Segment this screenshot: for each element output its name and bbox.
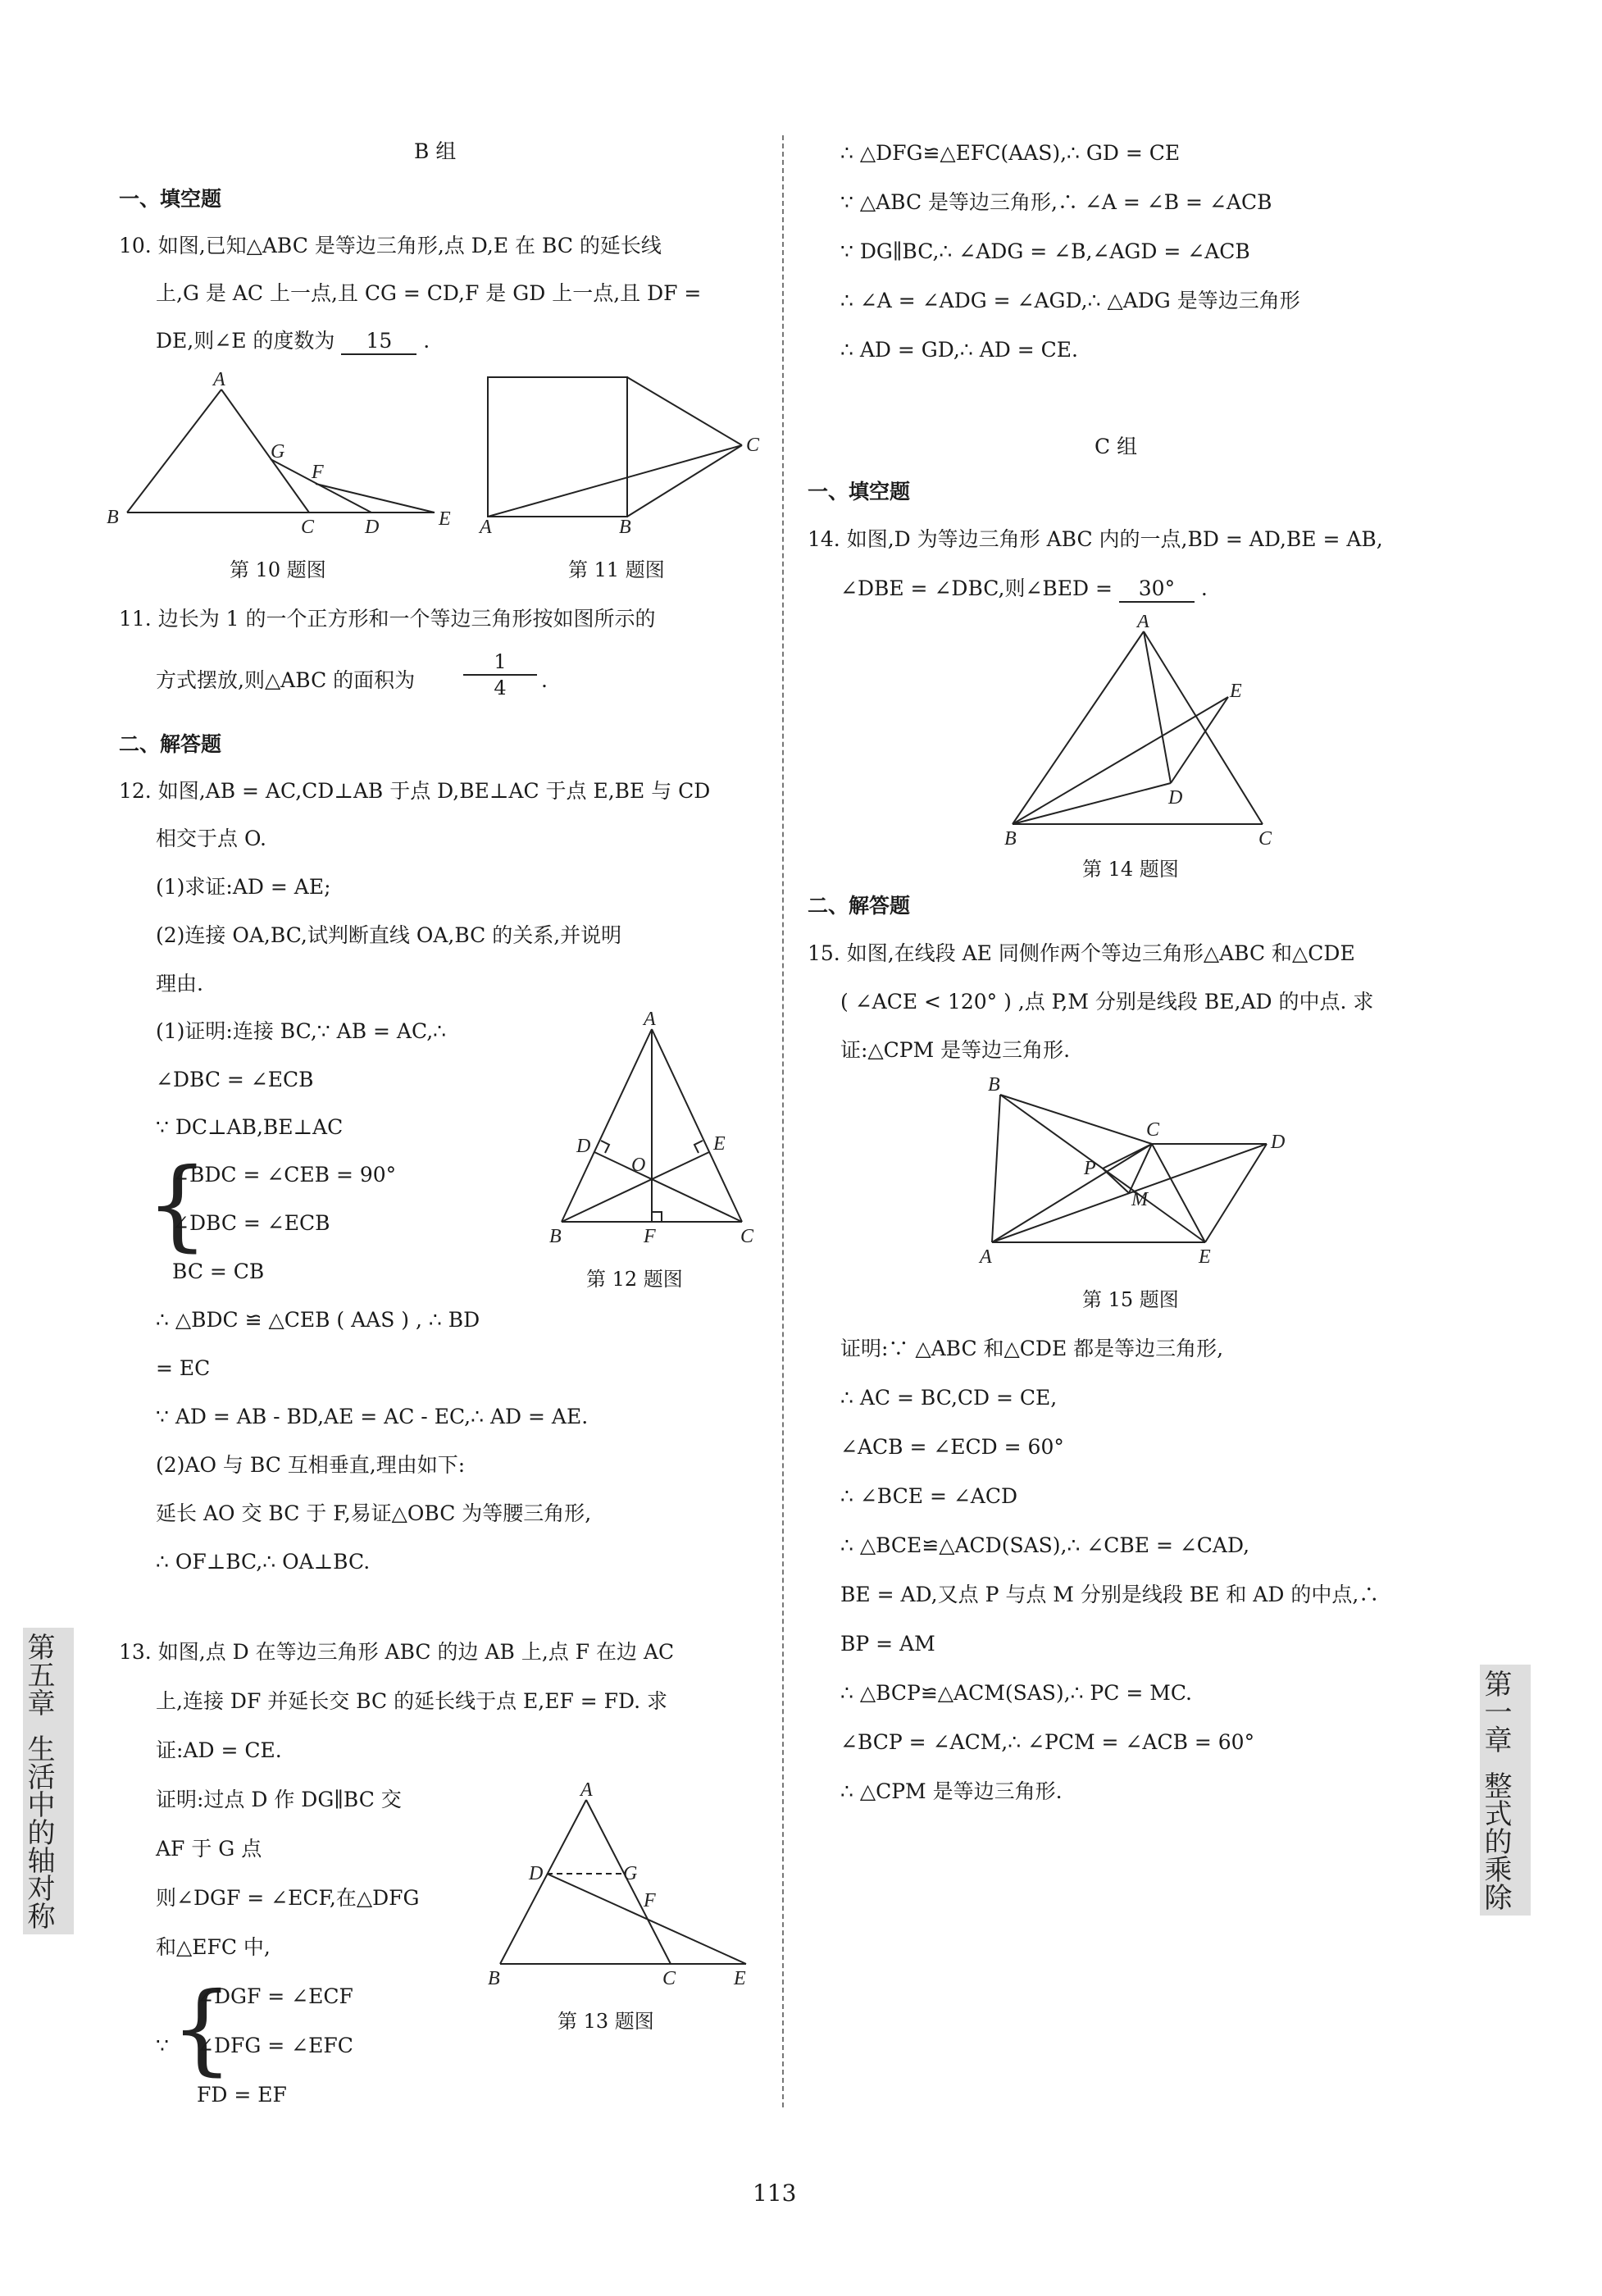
q15-sol1: 证明:∵ △ABC 和△CDE 都是等边三角形, <box>840 1337 1224 1360</box>
q15-sol6: BE = AD,又点 P 与点 M 分别是线段 BE 和 AD 的中点,∴ <box>840 1583 1380 1606</box>
q13-cont-line2: ∵ △ABC 是等边三角形,∴ ∠A = ∠B = ∠ACB <box>840 190 1272 214</box>
q10-line3 <box>156 329 430 355</box>
f10-label-a: A <box>213 369 225 390</box>
q10-end: . <box>423 329 430 353</box>
q12-part2-cont: 理由. <box>156 972 203 995</box>
figure-10-diagram <box>102 369 463 541</box>
q12-part1: (1)求证:AD = AE; <box>156 875 331 899</box>
f11-label-a: A <box>480 517 492 538</box>
f10-label-b: B <box>107 507 119 528</box>
f12-label-c: C <box>740 1226 754 1247</box>
f15-label-a: A <box>980 1246 992 1268</box>
f14-label-a: A <box>1137 615 1149 632</box>
q11-line1: 11. 边长为 1 的一个正方形和一个等边三角形按如图所示的 <box>119 607 656 631</box>
q13-brace: { <box>171 1972 234 2086</box>
f15-label-b: B <box>988 1074 1000 1096</box>
f12-label-e: E <box>713 1133 726 1155</box>
f10-label-g: G <box>271 441 285 462</box>
q12-sol1: (1)证明:连接 BC,∵ AB = AC,∴ <box>156 1019 447 1043</box>
q15-line1: 15. 如图,在线段 AE 同侧作两个等边三角形△ABC 和△CDE <box>808 941 1355 965</box>
f11-label-c: C <box>746 435 760 456</box>
q13-line1: 13. 如图,点 D 在等边三角形 ABC 的边 AB 上,点 F 在边 AC <box>119 1640 675 1664</box>
q15-line3: 证:△CPM 是等边三角形. <box>840 1038 1071 1062</box>
f15-label-c: C <box>1146 1119 1160 1141</box>
q11-caption: 第 11 题图 <box>568 558 665 581</box>
q13-cond3: FD = EF <box>197 2083 287 2107</box>
q12-sol3: ∵ DC⊥AB,BE⊥AC <box>156 1115 344 1139</box>
q14-line2 <box>840 576 1208 603</box>
right-chapter-tab <box>1480 1665 1531 1916</box>
section-c-fill-in-heading: 一、填空题 <box>808 480 911 503</box>
q13-cont-line4: ∴ ∠A = ∠ADG = ∠AGD,∴ △ADG 是等边三角形 <box>840 289 1300 312</box>
q15-sol8: ∴ △BCP≌△ACM(SAS),∴ PC = MC. <box>840 1681 1193 1705</box>
q11-answer-numerator: 1 <box>463 649 537 676</box>
q13-cont-line3: ∵ DG∥BC,∴ ∠ADG = ∠B,∠AGD = ∠ACB <box>840 239 1250 263</box>
q11-answer-fraction <box>463 649 537 700</box>
q12-sol9: ∴ OF⊥BC,∴ OA⊥BC. <box>156 1550 371 1574</box>
f10-label-d: D <box>365 517 380 538</box>
f13-label-d: D <box>529 1863 544 1884</box>
right-tab-title: 整式的乘除 <box>1479 1771 1512 1911</box>
q12-sol7: (2)AO 与 BC 互相垂直,理由如下: <box>156 1453 466 1477</box>
f13-label-a: A <box>580 1779 593 1801</box>
figure-14-diagram <box>996 615 1283 853</box>
f13-label-c: C <box>662 1968 676 1989</box>
q13-sol1: 证明:过点 D 作 DG∥BC 交 <box>156 1788 402 1811</box>
f15-label-p: P <box>1084 1158 1096 1179</box>
figure-12-diagram <box>545 1009 767 1255</box>
q13-cond2: ∠DFG = ∠EFC <box>197 2034 353 2057</box>
group-c-title: C 组 <box>1095 435 1138 458</box>
q11-line2: 方式摆放,则△ABC 的面积为 <box>156 668 416 692</box>
q12-cond2: ∠DBC = ∠ECB <box>172 1211 330 1235</box>
f10-label-c: C <box>301 517 315 538</box>
f12-label-d: D <box>576 1136 591 1157</box>
f10-label-f: F <box>312 462 324 483</box>
f14-label-c: C <box>1258 828 1272 850</box>
q14-text: ∠DBE = ∠DBC,则∠BED = <box>840 576 1113 600</box>
f10-label-e: E <box>439 508 451 530</box>
f12-label-o: O <box>631 1155 646 1176</box>
q12-part2: (2)连接 OA,BC,试判断直线 OA,BC 的关系,并说明 <box>156 923 622 947</box>
q12-cond3: BC = CB <box>172 1260 265 1283</box>
f12-label-f: F <box>644 1226 656 1247</box>
q12-sol4: ∴ △BDC ≌ △CEB ( AAS ) , ∴ BD <box>156 1308 480 1332</box>
q13-cond1: ∠DGF = ∠ECF <box>197 1984 353 2008</box>
q12-line1: 12. 如图,AB = AC,CD⊥AB 于点 D,BE⊥AC 于点 E,BE 与 CD <box>119 779 711 803</box>
group-b-title: B 组 <box>414 139 457 163</box>
page-number: 113 <box>753 2180 797 2207</box>
q14-caption: 第 14 题图 <box>1082 858 1179 881</box>
q10-line2: 上,G 是 AC 上一点,且 CG = CD,F 是 GD 上一点,且 DF = <box>156 281 702 305</box>
q13-because: ∵ <box>156 2034 169 2057</box>
f12-label-a: A <box>644 1009 656 1030</box>
section-answer-heading: 二、解答题 <box>119 732 222 756</box>
q10-answer: 15 <box>341 329 416 355</box>
q13-line3: 证:AD = CE. <box>156 1738 282 1762</box>
f15-label-m: M <box>1131 1189 1148 1210</box>
f14-label-b: B <box>1004 828 1017 850</box>
f12-label-b: B <box>549 1226 562 1247</box>
q13-sol2: AF 于 G 点 <box>156 1837 262 1861</box>
q12-sol6: ∵ AD = AB - BD,AE = AC - EC,∴ AD = AE. <box>156 1405 589 1428</box>
f15-label-e: E <box>1199 1246 1211 1268</box>
section-fill-in-heading: 一、填空题 <box>119 187 222 211</box>
figure-13-diagram <box>484 1779 762 1993</box>
q12-sol5: = EC <box>156 1356 211 1380</box>
q12-sol2: ∠DBC = ∠ECB <box>156 1068 314 1091</box>
figure-15-diagram <box>976 1074 1304 1271</box>
q15-sol5: ∴ △BCE≌△ACD(SAS),∴ ∠CBE = ∠CAD, <box>840 1533 1250 1557</box>
q10-text: DE,则∠E 的度数为 <box>156 329 335 353</box>
left-tab-chapter: 第五章 <box>22 1633 55 1716</box>
q11-end: . <box>541 668 548 692</box>
section-c-answer-heading: 二、解答题 <box>808 894 911 918</box>
figure-11-diagram <box>471 361 775 541</box>
q15-caption: 第 15 题图 <box>1082 1288 1179 1311</box>
q13-cont-line5: ∴ AD = GD,∴ AD = CE. <box>840 338 1078 362</box>
f13-label-e: E <box>734 1968 746 1989</box>
q14-answer: 30° <box>1119 576 1195 603</box>
f11-label-b: B <box>619 517 631 538</box>
column-divider <box>782 135 784 2107</box>
q15-sol9: ∠BCP = ∠ACM,∴ ∠PCM = ∠ACB = 60° <box>840 1730 1255 1754</box>
q14-end: . <box>1200 576 1208 600</box>
f15-label-d: D <box>1271 1132 1286 1153</box>
f14-label-e: E <box>1230 681 1242 702</box>
q13-line2: 上,连接 DF 并延长交 BC 的延长线于点 E,EF = FD. 求 <box>156 1689 668 1713</box>
q15-sol2: ∴ AC = BC,CD = CE, <box>840 1386 1058 1410</box>
right-tab-chapter: 第一章 <box>1479 1670 1512 1753</box>
left-tab-title: 生活中的轴对称 <box>22 1734 55 1929</box>
q12-cond1: ∠BDC = ∠CEB = 90° <box>172 1163 397 1187</box>
q15-sol3: ∠ACB = ∠ECD = 60° <box>840 1435 1064 1459</box>
q15-sol10: ∴ △CPM 是等边三角形. <box>840 1779 1063 1803</box>
q15-sol7: BP = AM <box>840 1632 935 1656</box>
f13-label-f: F <box>644 1890 656 1911</box>
q12-brace: { <box>146 1148 209 1262</box>
left-chapter-tab <box>23 1628 74 1934</box>
q12-sol8: 延长 AO 交 BC 于 F,易证△OBC 为等腰三角形, <box>156 1501 592 1525</box>
q14-line1: 14. 如图,D 为等边三角形 ABC 内的一点,BD = AD,BE = AB, <box>808 527 1383 551</box>
f13-label-g: G <box>623 1863 638 1884</box>
q13-caption: 第 13 题图 <box>558 2010 654 2033</box>
q12-line2: 相交于点 O. <box>156 827 266 850</box>
f14-label-d: D <box>1168 787 1183 809</box>
q11-answer-denominator: 4 <box>494 676 507 699</box>
q13-cont-line1: ∴ △DFG≌△EFC(AAS),∴ GD = CE <box>840 141 1181 165</box>
f13-label-b: B <box>488 1968 500 1989</box>
q15-sol4: ∴ ∠BCE = ∠ACD <box>840 1484 1018 1508</box>
q15-line2: ( ∠ACE < 120° ) ,点 P,M 分别是线段 BE,AD 的中点. 求 <box>840 990 1374 1014</box>
q12-caption: 第 12 题图 <box>586 1268 683 1291</box>
q10-caption: 第 10 题图 <box>230 558 326 581</box>
q13-sol3: 则∠DGF = ∠ECF,在△DFG <box>156 1886 420 1910</box>
q13-sol4: 和△EFC 中, <box>156 1935 271 1959</box>
q10-line1: 10. 如图,已知△ABC 是等边三角形,点 D,E 在 BC 的延长线 <box>119 234 662 257</box>
